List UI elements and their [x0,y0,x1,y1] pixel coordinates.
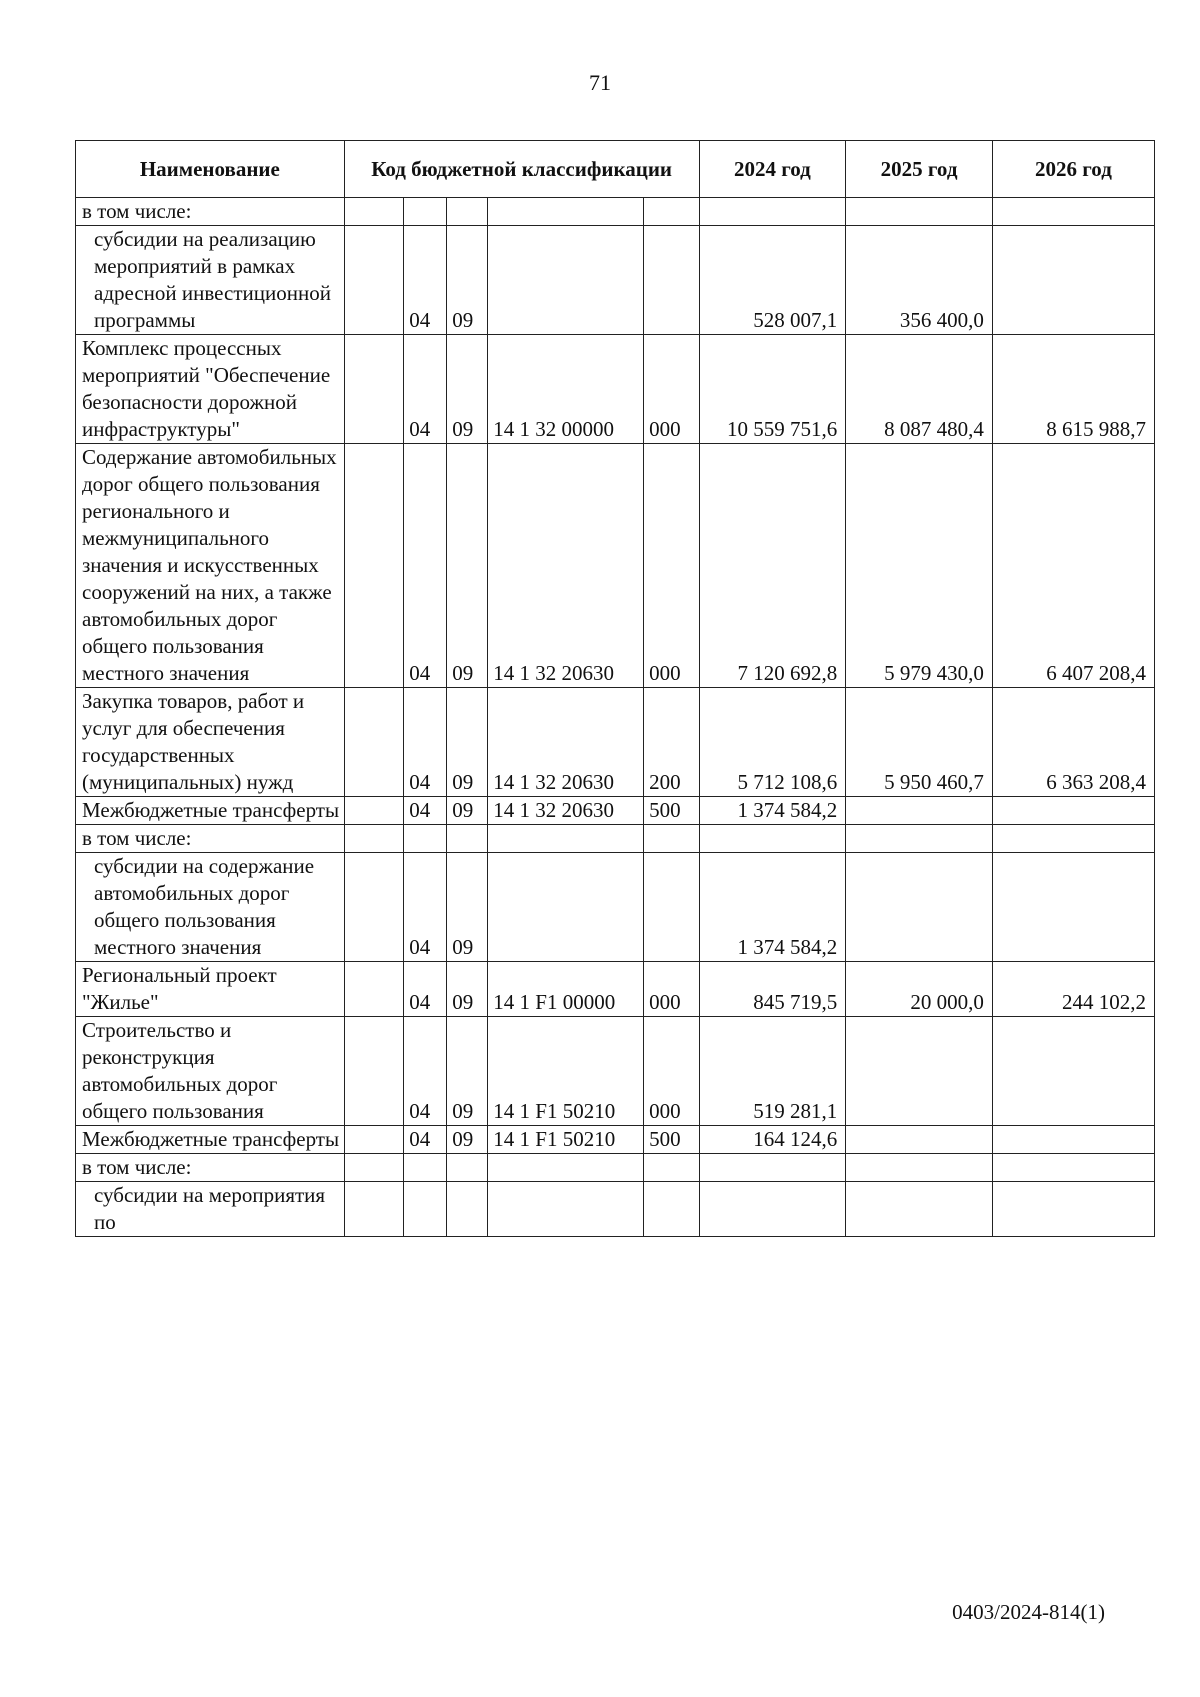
cell-2026 [992,226,1154,335]
cell-2025: 5 979 430,0 [846,444,993,688]
cell-code-1 [344,444,403,688]
header-2026: 2026 год [992,141,1154,198]
cell-2026: 244 102,2 [992,962,1154,1017]
cell-2024 [699,825,846,853]
cell-name: Межбюджетные трансферты [76,797,345,825]
header-2024: 2024 год [699,141,846,198]
cell-target-article [488,1154,644,1182]
cell-code-1 [344,962,403,1017]
cell-code-1 [344,198,403,226]
cell-expense-type: 000 [644,962,699,1017]
cell-section [404,825,447,853]
cell-2024: 528 007,1 [699,226,846,335]
table-row [76,1182,1155,1237]
cell-target-article: 14 1 32 00000 [488,335,644,444]
table-row [76,444,1155,688]
cell-name: Строительство и реконструкция автомобильных дорог общего пользования [76,1017,345,1126]
cell-expense-type [644,1182,699,1237]
cell-target-article [488,853,644,962]
cell-2026 [992,825,1154,853]
cell-section: 04 [404,1017,447,1126]
table-row [76,1126,1155,1154]
cell-name: субсидии на реализацию мероприятий в рамках адресной инвестиционной программы [76,226,345,335]
cell-2025: 5 950 460,7 [846,688,993,797]
cell-2025 [846,1154,993,1182]
cell-2026: 6 363 208,4 [992,688,1154,797]
cell-2025 [846,1126,993,1154]
cell-2026 [992,198,1154,226]
cell-code-1 [344,1126,403,1154]
cell-expense-type: 500 [644,797,699,825]
cell-expense-type [644,198,699,226]
cell-section [404,1154,447,1182]
cell-2026 [992,1126,1154,1154]
cell-section [404,198,447,226]
cell-target-article: 14 1 32 20630 [488,797,644,825]
cell-2025 [846,198,993,226]
cell-2024 [699,1182,846,1237]
cell-expense-type [644,226,699,335]
header-name: Наименование [76,141,345,198]
cell-2024: 1 374 584,2 [699,853,846,962]
table-row [76,853,1155,962]
cell-subsection [447,198,488,226]
document-code: 0403/2024-814(1) [952,1600,1105,1624]
cell-target-article [488,226,644,335]
cell-section: 04 [404,226,447,335]
header-code: Код бюджетной классификации [344,141,699,198]
table-body [76,198,1155,1237]
cell-2026 [992,1182,1154,1237]
cell-code-1 [344,335,403,444]
cell-section: 04 [404,335,447,444]
cell-expense-type [644,825,699,853]
cell-name: субсидии на мероприятия по [76,1182,345,1237]
table-row [76,962,1155,1017]
cell-subsection: 09 [447,962,488,1017]
cell-subsection: 09 [447,1126,488,1154]
cell-code-1 [344,797,403,825]
cell-target-article [488,1182,644,1237]
cell-code-1 [344,688,403,797]
cell-target-article: 14 1 F1 50210 [488,1126,644,1154]
cell-name: в том числе: [76,825,345,853]
header-2025: 2025 год [846,141,993,198]
cell-2024: 845 719,5 [699,962,846,1017]
cell-name: Региональный проект "Жилье" [76,962,345,1017]
cell-section: 04 [404,688,447,797]
cell-2025 [846,825,993,853]
cell-name: Содержание автомобильных дорог общего пользования регионального и межмуниципального значения и искусственных сооружений на них, а также автомобильных дорог общего пользования местного значения [76,444,345,688]
page-number: 71 [589,70,611,95]
cell-target-article: 14 1 32 20630 [488,444,644,688]
cell-2026 [992,1017,1154,1126]
cell-section: 04 [404,797,447,825]
cell-code-1 [344,853,403,962]
cell-2026: 8 615 988,7 [992,335,1154,444]
cell-subsection: 09 [447,797,488,825]
cell-name: Закупка товаров, работ и услуг для обеспечения государственных (муниципальных) нужд [76,688,345,797]
cell-section: 04 [404,444,447,688]
cell-2025 [846,1182,993,1237]
cell-section: 04 [404,1126,447,1154]
cell-section: 04 [404,853,447,962]
cell-subsection [447,1182,488,1237]
cell-code-1 [344,1017,403,1126]
cell-expense-type: 000 [644,1017,699,1126]
table-header-row [76,141,1155,198]
table-row [76,1154,1155,1182]
cell-2026 [992,1154,1154,1182]
cell-2024: 7 120 692,8 [699,444,846,688]
table-row [76,688,1155,797]
cell-2024: 519 281,1 [699,1017,846,1126]
cell-subsection: 09 [447,853,488,962]
cell-2024: 1 374 584,2 [699,797,846,825]
cell-name: в том числе: [76,198,345,226]
cell-subsection: 09 [447,688,488,797]
table-row [76,198,1155,226]
budget-table [75,140,1155,1237]
cell-2024 [699,198,846,226]
cell-subsection: 09 [447,226,488,335]
cell-subsection: 09 [447,1017,488,1126]
cell-target-article: 14 1 F1 00000 [488,962,644,1017]
cell-name: Межбюджетные трансферты [76,1126,345,1154]
cell-2025: 8 087 480,4 [846,335,993,444]
cell-code-1 [344,226,403,335]
cell-code-1 [344,1154,403,1182]
cell-expense-type: 000 [644,444,699,688]
cell-target-article [488,198,644,226]
cell-section: 04 [404,962,447,1017]
cell-2025 [846,797,993,825]
cell-expense-type: 500 [644,1126,699,1154]
cell-2026 [992,797,1154,825]
cell-target-article: 14 1 F1 50210 [488,1017,644,1126]
cell-expense-type: 000 [644,335,699,444]
cell-name: субсидии на содержание автомобильных дорог общего пользования местного значения [76,853,345,962]
cell-subsection: 09 [447,444,488,688]
cell-code-1 [344,1182,403,1237]
cell-name: Комплекс процессных мероприятий "Обеспечение безопасности дорожной инфраструктуры" [76,335,345,444]
cell-2025 [846,1017,993,1126]
cell-2025 [846,853,993,962]
table-row [76,226,1155,335]
cell-subsection [447,1154,488,1182]
cell-target-article [488,825,644,853]
table-row [76,335,1155,444]
table-row [76,825,1155,853]
cell-expense-type: 200 [644,688,699,797]
cell-target-article: 14 1 32 20630 [488,688,644,797]
cell-2026: 6 407 208,4 [992,444,1154,688]
cell-code-1 [344,825,403,853]
cell-2025: 20 000,0 [846,962,993,1017]
table-row [76,1017,1155,1126]
cell-expense-type [644,853,699,962]
cell-2024 [699,1154,846,1182]
cell-2025: 356 400,0 [846,226,993,335]
cell-name: в том числе: [76,1154,345,1182]
cell-section [404,1182,447,1237]
cell-subsection [447,825,488,853]
cell-expense-type [644,1154,699,1182]
cell-subsection: 09 [447,335,488,444]
cell-2024: 10 559 751,6 [699,335,846,444]
table-row [76,797,1155,825]
cell-2024: 5 712 108,6 [699,688,846,797]
cell-2024: 164 124,6 [699,1126,846,1154]
cell-2026 [992,853,1154,962]
